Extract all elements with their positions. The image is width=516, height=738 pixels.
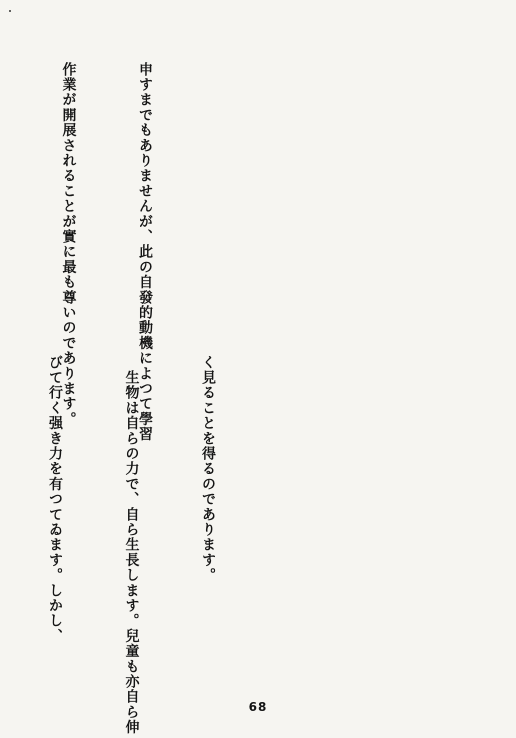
text-line: 生物は自らの力で、自ら生長します。兒童も亦自ら伸 — [123, 355, 140, 735]
paper-speck — [9, 10, 11, 12]
text-line: びて行く强き力を有つてゐます。しかし、 — [47, 355, 63, 644]
text-line: 作業が開展されることが實に最も尊いのであります。 — [60, 62, 77, 427]
page-number: 68 — [248, 700, 268, 714]
text-line — [0, 62, 4, 362]
text-line: 申すまでもありませんが、此の自發的動機によつて學習 — [137, 62, 153, 442]
upper-text-column — [0, 62, 208, 442]
text-line: く見ることを得るのであります。 — [200, 355, 216, 583]
